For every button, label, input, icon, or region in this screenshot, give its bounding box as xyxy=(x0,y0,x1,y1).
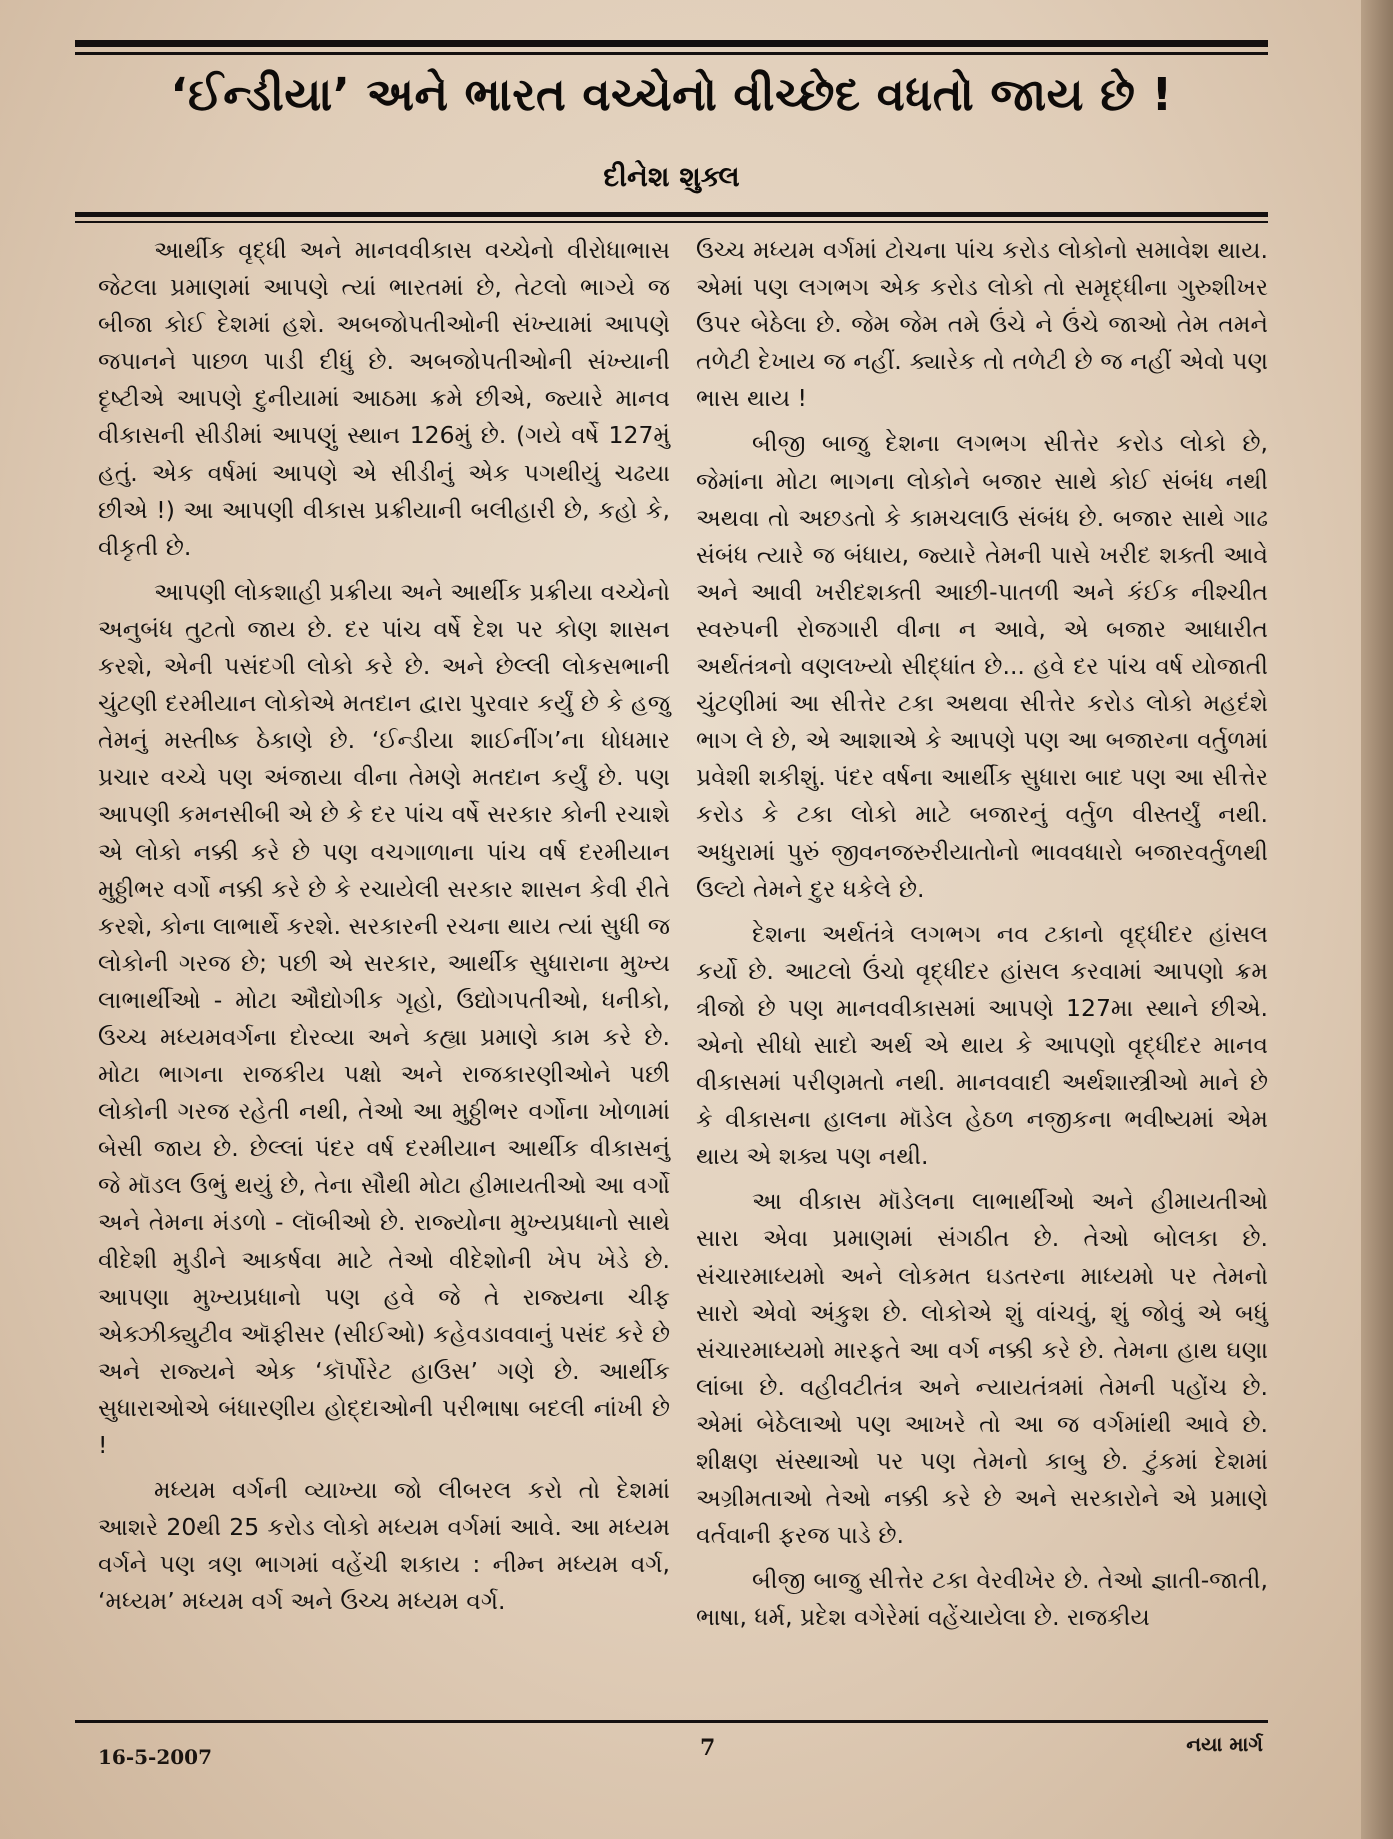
paragraph: આ વીકાસ મૉડેલના લાભાર્થીઓ અને હીમાયતીઓ સારા એવા પ્રમાણમાં સંગઠીત છે. તેઓ બોલકા છે. સંચારમાધ્યમો અને લોકમત ઘડતરના માધ્યમો પર તેમનો સારો એવો અંકુશ છે. લોકોએ શું વાંચવું, શું જોવું એ બધું સંચારમાધ્યમો મારફતે આ વર્ગ નક્કી કરે છે. તેમના હાથ ઘણા લાંબા છે. વહીવટીતંત્ર અને ન્યાયતંત્રમાં તેમની પહોંચ છે. એમાં બેઠેલાઓ પણ આખરે તો આ જ વર્ગમાંથી આવે છે. શીક્ષણ સંસ્થાઓ પર પણ તેમનો કાબુ છે. ટુંકમાં દેશમાં અગ્રીમતાઓ તેઓ નક્કી કરે છે અને સરકારોને એ પ્રમાણે વર્તવાની ફરજ પાડે છે. xyxy=(696,1187,1268,1550)
header-rule-thick xyxy=(75,212,1268,217)
paragraph: બીજી બાજુ દેશના લગભગ સીત્તેર કરોડ લોકો છે, જેમાંના મોટા ભાગના લોકોને બજાર સાથે કોઈ સંબંધ નથી અથવા તો અછડતો કે કામચલાઉ સંબંધ છે. બજાર સાથે ગાઢ સંબંધ ત્યારે જ બંધાય, જ્યારે તેમની પાસે ખરીદ શક્તી આવે અને આવી ખરીદશક્તી આછી-પાતળી અને કંઈક નીશ્ચીત સ્વરુપની રોજગારી વીના ન આવે, એ બજાર આધારીત અર્થતંત્રનો વણલખ્યો સીદ્ધાંત છે... હવે દર પાંચ વર્ષ યોજાતી ચુંટણીમાં આ સીત્તેર ટકા અથવા સીત્તેર કરોડ લોકો મહદંશે ભાગ લે છે, એ આશાએ કે આપણે પણ આ બજારના વર્તુળમાં પ્રવેશી શકીશું. પંદર વર્ષના આર્થીક સુધારા બાદ પણ આ સીત્તેર કરોડ કે ટકા લોકો માટે બજારનું વર્તુળ વીસ્તર્યું નથી. અધુરામાં પુરું જીવનજરુરીયાતોનો ભાવવધારો બજારવર્તુળથી ઉલ્ટો તેમને દુર ધકેલે છે. xyxy=(696,429,1268,903)
left-column xyxy=(98,232,670,1628)
page-number: 7 xyxy=(700,1735,716,1761)
top-rule-thin xyxy=(75,52,1268,55)
paragraph: આપણી લોકશાહી પ્રક્રીયા અને આર્થીક પ્રક્રીયા વચ્ચેનો અનુબંધ તુટતો જાય છે. દર પાંચ વર્ષે દેશ પર કોણ શાસન કરશે, એની પસંદગી લોકો કરે છે. અને છેલ્લી લોકસભાની ચુંટણી દરમીયાન લોકોએ મતદાન દ્વારા પુરવાર કર્યું છે કે હજુ તેમનું મસ્તીષ્ક ઠેકાણે છે. ‘ઈન્ડીયા શાઈનીંગ’ના ધોધમાર પ્રચાર વચ્ચે પણ અંજાયા વીના તેમણે મતદાન કર્યું છે. પણ આપણી કમનસીબી એ છે કે દર પાંચ વર્ષે સરકાર કોની રચાશે એ લોકો નક્કી કરે છે પણ વચગાળાના પાંચ વર્ષ દરમીયાન મુઠ્ઠીભર વર્ગો નક્કી કરે છે કે રચાયેલી સરકાર શાસન કેવી રીતે કરશે, કોના લાભાર્થે કરશે. સરકારની રચના થાય ત્યાં સુધી જ લોકોની ગરજ છે; પછી એ સરકાર, આર્થીક સુધારાના મુખ્ય લાભાર્થીઓ - મોટા ઔદ્યોગીક ગૃહો, ઉદ્યોગપતીઓ, ધનીકો, ઉચ્ચ મધ્યમવર્ગના દોરવ્યા અને કહ્યા પ્રમાણે કામ કરે છે. મોટા ભાગના રાજકીય પક્ષો અને રાજકારણીઓને પછી લોકોની ગરજ રહેતી નથી, તેઓ આ મુઠ્ઠીભર વર્ગોના ખોળામાં બેસી જાય છે. છેલ્લાં પંદર વર્ષ દરમીયાન આર્થીક વીકાસનું જે મૉડલ ઉભું થયું છે, તેના સૌથી મોટા હીમાયતીઓ આ વર્ગો અને તેમના મંડળો - લૉબીઓ છે. રાજ્યોના મુખ્યપ્રધાનો સાથે વીદેશી મુડીને આકર્ષવા માટે તેઓ વીદેશોની ખેપ ખેડે છે. આપણા મુખ્યપ્રધાનો પણ હવે જે તે રાજ્યના ચીફ એક્ઝીક્યુટીવ ઑફીસર (સીઈઓ) કહેવડાવવાનું પસંદ કરે છે અને રાજ્યને એક ‘કૉર્પોરેટ હાઉસ’ ગણે છે. આર્થીક સુધારાઓએ બંધારણીય હોદ્દાઓની પરીભાષા બદલી નાંખી છે ! xyxy=(98,577,670,1459)
issue-date: 16-5-2007 xyxy=(98,1745,213,1769)
article-headline: ‘ઈન્ડીયા’ અને ભારત વચ્ચેનો વીચ્છેદ વધતો જાય છે ! xyxy=(170,68,1173,121)
header-rule-thin xyxy=(75,221,1268,223)
paragraph: બીજી બાજુ સીત્તેર ટકા વેરવીખેર છે. તેઓ જ્ઞાતી-જાતી, ભાષા, ધર્મ, પ્રદેશ વગેરેમાં વહેંચાયેલા છે. રાજકીય xyxy=(696,1566,1268,1632)
paragraph-continuation: ઉચ્ચ મધ્યમ વર્ગમાં ટોચના પાંચ કરોડ લોકોનો સમાવેશ થાય. એમાં પણ લગભગ એક કરોડ લોકો તો સમૃદ્ધીના ગુરુશીખર ઉપર બેઠેલા છે. જેમ જેમ તમે ઉંચે ને ઉંચે જાઓ તેમ તમને તળેટી દેખાય જ નહીં. ક્યારેક તો તળેટી છે જ નહીં એવો પણ ભાસ થાય ! xyxy=(696,236,1268,413)
paragraph: આર્થીક વૃદ્ધી અને માનવવીકાસ વચ્ચેનો વીરોધાભાસ જેટલા પ્રમાણમાં આપણે ત્યાં ભારતમાં છે, તેટલો ભાગ્યે જ બીજા કોઈ દેશમાં હશે. અબજોપતીઓની સંખ્યામાં આપણે જપાનને પાછળ પાડી દીધું છે. અબજોપતીઓની સંખ્યાની દૃષ્ટીએ આપણે દુનીયામાં આઠમા ક્રમે છીએ, જ્યારે માનવ વીકાસની સીડીમાં આપણું સ્થાન 126મું છે. (ગયે વર્ષે 127મું હતું. એક વર્ષમાં આપણે એ સીડીનું એક પગથીયું ચઢયા છીએ !) આ આપણી વીકાસ પ્રક્રીયાની બલીહારી છે, કહો કે, વીકૃતી છે. xyxy=(98,236,670,561)
magazine-name: નયા માર્ગ xyxy=(1186,1732,1263,1756)
paragraph: દેશના અર્થતંત્રે લગભગ નવ ટકાનો વૃદ્ધીદર હાંસલ કર્યો છે. આટલો ઉંચો વૃદ્ધીદર હાંસલ કરવામાં આપણો ક્રમ ત્રીજો છે પણ માનવવીકાસમાં આપણે 127મા સ્થાને છીએ. એનો સીધો સાદો અર્થ એ થાય કે આપણો વૃદ્ધીદર માનવ વીકાસમાં પરીણમતો નથી. માનવવાદી અર્થશાસ્ત્રીઓ માને છે કે વીકાસના હાલના મૉડેલ હેઠળ નજીકના ભવીષ્યમાં એમ થાય એ શક્ય પણ નથી. xyxy=(696,919,1268,1171)
author-byline: દીનેશ શુક્લ xyxy=(603,160,740,193)
page-edge-shadow xyxy=(1361,0,1393,1839)
footer-rule xyxy=(75,1720,1268,1723)
top-rule-thick xyxy=(75,40,1268,47)
paragraph: મધ્યમ વર્ગની વ્યાખ્યા જો લીબરલ કરો તો દેશમાં આશરે 20થી 25 કરોડ લોકો મધ્યમ વર્ગમાં આવે. આ મધ્યમ વર્ગને પણ ત્રણ ભાગમાં વહેંચી શકાય : નીમ્ન મધ્યમ વર્ગ, ‘મધ્યમ’ મધ્યમ વર્ગ અને ઉચ્ચ મધ્યમ વર્ગ. xyxy=(98,1476,670,1616)
right-column xyxy=(696,232,1268,1644)
